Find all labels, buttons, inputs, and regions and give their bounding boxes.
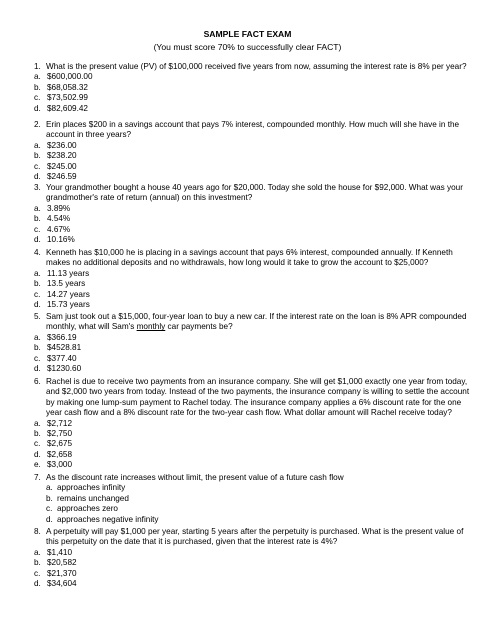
question-number: 4. xyxy=(34,248,41,257)
option-b[interactable] xyxy=(34,151,474,161)
option-text: $68,058.32 xyxy=(47,82,88,92)
option-letter: b. xyxy=(34,279,41,289)
option-d[interactable] xyxy=(34,515,474,525)
option-c[interactable] xyxy=(34,569,474,579)
option-letter: d. xyxy=(34,449,41,459)
question-8 xyxy=(34,527,474,589)
option-c[interactable] xyxy=(34,225,474,235)
option-d[interactable] xyxy=(34,235,474,245)
option-text: $238.20 xyxy=(47,151,77,161)
option-d[interactable] xyxy=(34,104,474,114)
question-text: A perpetuity will pay $1,000 per year, starting 5 years after the perpetuity is purchased. What is the present value of this perpetuity on the date that it is purchased, given that the interest rate is 4%? xyxy=(46,527,464,547)
option-d[interactable] xyxy=(34,172,474,182)
option-b[interactable] xyxy=(34,279,474,289)
option-a[interactable] xyxy=(34,204,474,214)
option-text: $2,712 xyxy=(47,418,73,428)
option-letter: d. xyxy=(34,300,41,310)
question-3 xyxy=(34,183,474,245)
option-letter: b. xyxy=(34,429,41,439)
option-letter: a. xyxy=(34,72,41,82)
option-b[interactable] xyxy=(34,494,474,504)
option-b[interactable] xyxy=(34,214,474,224)
question-number: 8. xyxy=(34,527,41,536)
question-6 xyxy=(34,377,474,471)
option-text: 15.73 years xyxy=(47,300,90,310)
option-d[interactable] xyxy=(34,579,474,589)
option-letter: d. xyxy=(34,364,41,374)
option-text: $600,000.00 xyxy=(47,72,93,82)
option-text: approaches infinity xyxy=(57,483,126,493)
question-text: As the discount rate increases without limit, the present value of a future cash flow xyxy=(46,473,344,482)
option-c[interactable] xyxy=(34,93,474,103)
option-a[interactable] xyxy=(34,141,474,151)
option-b[interactable] xyxy=(34,429,474,439)
option-letter: e. xyxy=(34,460,41,470)
question-1 xyxy=(34,62,474,114)
option-c[interactable] xyxy=(34,504,474,514)
option-text: 4.67% xyxy=(47,224,71,234)
option-letter: d. xyxy=(46,514,53,524)
option-d[interactable] xyxy=(34,300,474,310)
option-letter: c. xyxy=(34,93,41,103)
option-letter: b. xyxy=(34,151,41,161)
option-letter: c. xyxy=(46,504,53,514)
option-letter: a. xyxy=(34,547,41,557)
option-c[interactable] xyxy=(34,162,474,172)
option-letter: d. xyxy=(34,235,41,245)
option-text: $245.00 xyxy=(47,161,77,171)
question-text: Rachel is due to receive two payments from an insurance company. She will get $1,000 exactly one year from today, and $2,000 two years from today. Instead of the two payments, the insurance company is willing to settle the account by making one lump-sum payment to Rachel today. The insurance company applies a 6% discount rate for the one year cash flow and a 8% discount rate for the two-year cash flow. What dollar amount will Rachel receive today? xyxy=(46,377,470,418)
option-letter: b. xyxy=(46,493,53,503)
option-text: $21,370 xyxy=(47,568,77,578)
option-d[interactable] xyxy=(34,450,474,460)
exam-title: SAMPLE FACT EXAM xyxy=(203,29,292,39)
question-4 xyxy=(34,248,474,310)
question-text: What is the present value (PV) of $100,000 received five years from now, assuming the interest rate is 8% per year? xyxy=(46,62,467,71)
option-letter: c. xyxy=(34,224,41,234)
option-letter: b. xyxy=(34,82,41,92)
option-text: 14.27 years xyxy=(47,289,90,299)
option-text: $2,675 xyxy=(47,439,73,449)
option-text: $377.40 xyxy=(47,353,77,363)
option-text: $4528.81 xyxy=(47,343,82,353)
option-c[interactable] xyxy=(34,439,474,449)
option-a[interactable] xyxy=(34,483,474,493)
option-c[interactable] xyxy=(34,290,474,300)
option-text: approaches zero xyxy=(57,504,118,514)
question-text: Your grandmother bought a house 40 years ago for $20,000. Today she sold the house for $92,000. What was your grandmother's rate of return (annual) on this investment? xyxy=(46,183,463,203)
option-text: $20,582 xyxy=(47,558,77,568)
option-letter: c. xyxy=(34,289,41,299)
option-a[interactable] xyxy=(34,72,474,82)
option-text: 3.89% xyxy=(47,203,71,213)
option-a[interactable] xyxy=(34,548,474,558)
option-e[interactable] xyxy=(34,460,474,470)
option-text: remains unchanged xyxy=(57,493,129,503)
option-letter: b. xyxy=(34,214,41,224)
option-letter: d. xyxy=(34,103,41,113)
option-c[interactable] xyxy=(34,354,474,364)
option-letter: c. xyxy=(34,353,41,363)
question-text: Kenneth has $10,000 he is placing in a savings account that pays 6% interest, compounded annually. If Kenneth makes no additional deposits and no withdrawals, how long would it take to grow the account to $25,000? xyxy=(46,248,453,268)
question-text: Sam just took out a $15,000, four-year loan to buy a new car. If the interest rate on the loan is 8% APR compounded monthly, what will Sam's xyxy=(46,312,467,332)
option-b[interactable] xyxy=(34,83,474,93)
question-2 xyxy=(34,120,474,182)
option-text: $2,658 xyxy=(47,449,73,459)
question-number: 3. xyxy=(34,183,41,192)
option-a[interactable] xyxy=(34,269,474,279)
option-text: 11.13 years xyxy=(47,268,90,278)
question-number: 5. xyxy=(34,312,41,321)
option-text: $82,609.42 xyxy=(47,103,88,113)
option-letter: a. xyxy=(34,332,41,342)
option-text: $246.59 xyxy=(47,172,77,182)
option-letter: d. xyxy=(34,579,41,589)
question-number: 2. xyxy=(34,120,41,129)
option-text: $3,000 xyxy=(47,460,73,470)
option-text: $236.00 xyxy=(47,140,77,150)
option-b[interactable] xyxy=(34,558,474,568)
option-b[interactable] xyxy=(34,343,474,353)
option-letter: b. xyxy=(34,343,41,353)
option-text: $366.19 xyxy=(47,332,77,342)
question-text: Erin places $200 in a savings account that pays 7% interest, compounded monthly. How much will she have in the account in three years? xyxy=(46,120,460,140)
option-letter: a. xyxy=(34,268,41,278)
option-text: $1,410 xyxy=(47,547,73,557)
question-7 xyxy=(34,473,474,525)
question-5 xyxy=(34,312,474,374)
option-a[interactable] xyxy=(34,333,474,343)
option-text: $1230.60 xyxy=(47,364,82,374)
option-a[interactable] xyxy=(34,419,474,429)
question-text-underlined: monthly xyxy=(136,322,166,332)
option-text: $2,750 xyxy=(47,429,73,439)
option-letter: c. xyxy=(34,439,41,449)
option-letter: c. xyxy=(34,568,41,578)
question-number: 6. xyxy=(34,377,41,386)
option-text: $73,502.99 xyxy=(47,93,88,103)
option-letter: b. xyxy=(34,558,41,568)
question-text-end: car payments be? xyxy=(165,322,233,332)
option-d[interactable] xyxy=(34,364,474,374)
option-letter: a. xyxy=(34,418,41,428)
option-text: 13.5 years xyxy=(47,279,86,289)
option-letter: a. xyxy=(34,203,41,213)
option-text: 10.16% xyxy=(47,235,75,245)
option-letter: c. xyxy=(34,161,41,171)
exam-subtitle: (You must score 70% to successfully clear FACT) xyxy=(153,42,342,52)
option-letter: d. xyxy=(34,172,41,182)
option-text: 4.54% xyxy=(47,214,71,224)
question-number: 7. xyxy=(34,473,41,482)
option-letter: a. xyxy=(46,483,53,493)
option-text: approaches negative infinity xyxy=(57,514,159,524)
question-number: 1. xyxy=(34,62,41,71)
option-text: $34,604 xyxy=(47,579,77,589)
option-letter: a. xyxy=(34,140,41,150)
